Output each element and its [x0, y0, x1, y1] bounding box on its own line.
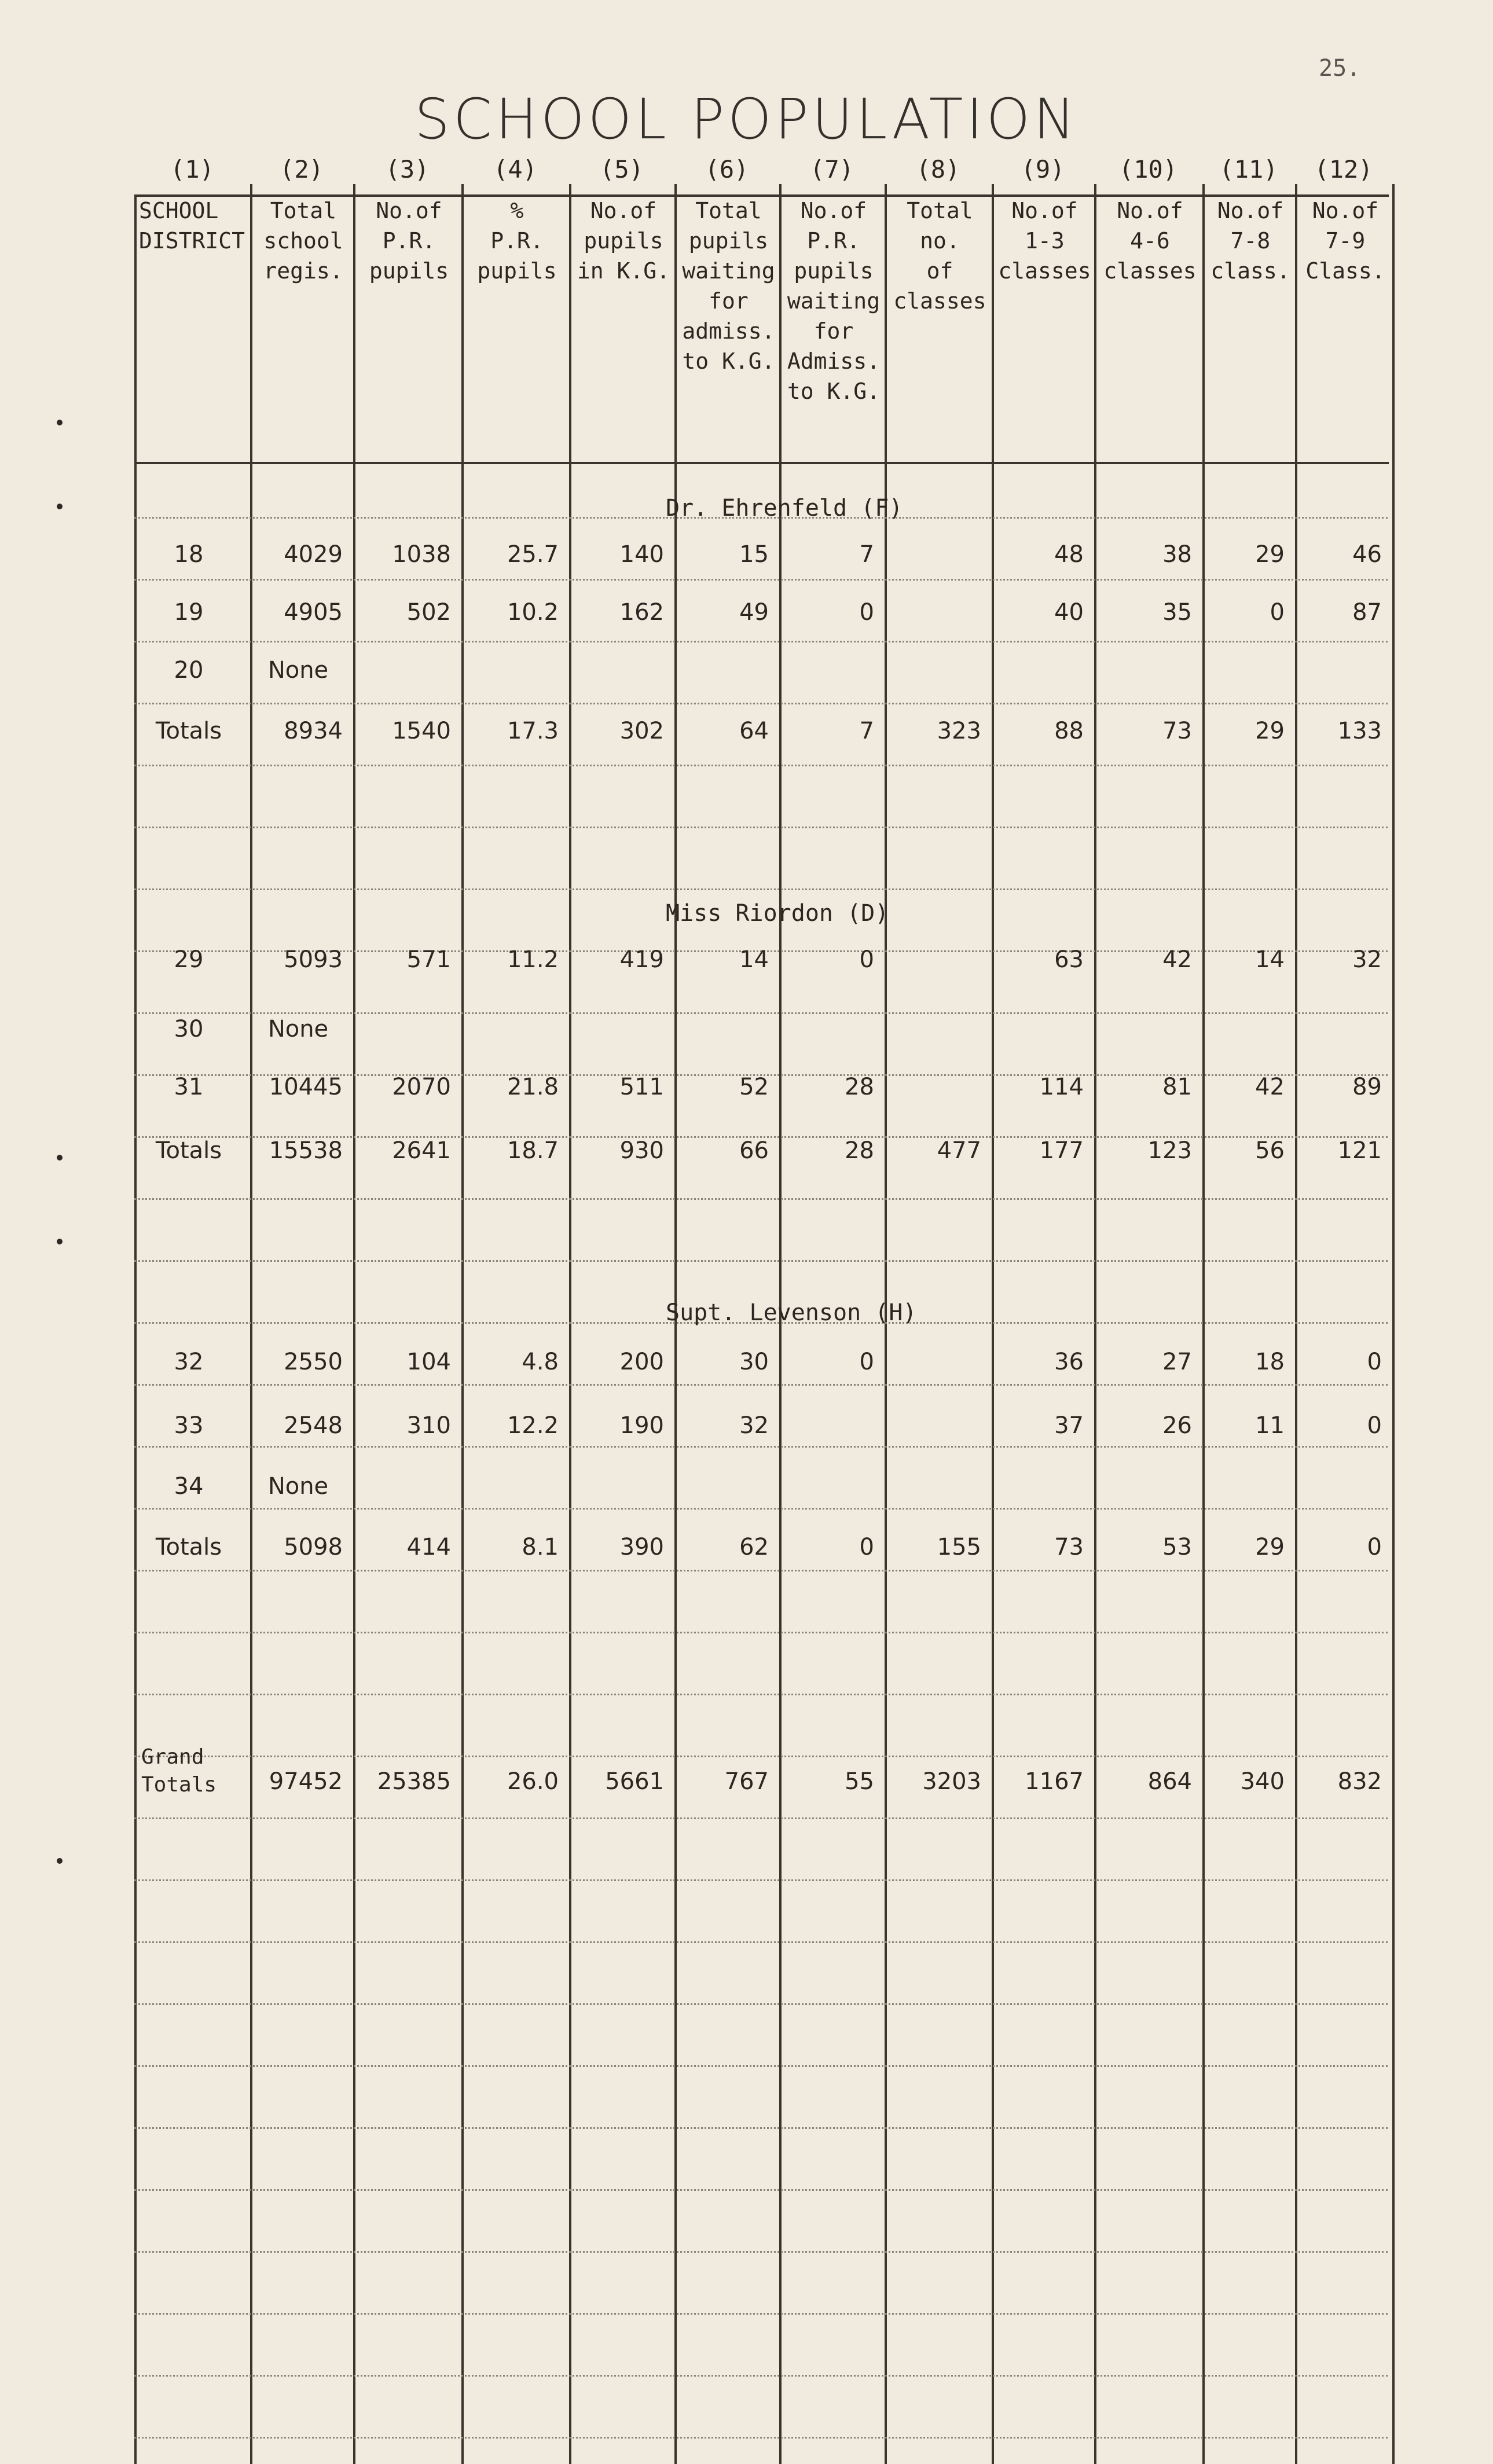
- table-cell: 8.1: [522, 1534, 559, 1560]
- column-header: % P.R. pupils: [477, 198, 557, 284]
- page-title: SCHOOL POPULATION: [414, 87, 1079, 152]
- ruled-line: [134, 2437, 1388, 2439]
- table-cell: 162: [619, 599, 664, 626]
- table-cell: 302: [619, 718, 664, 744]
- table-cell: 38: [1162, 541, 1192, 568]
- table-cell: 0: [859, 1349, 874, 1375]
- ruled-line: [134, 1879, 1388, 1881]
- table-cell: 155: [937, 1534, 981, 1560]
- grand-total-cell: 97452: [269, 1768, 343, 1795]
- punch-hole: [57, 1858, 63, 1864]
- grand-total-cell: 864: [1147, 1768, 1192, 1795]
- column-rule: [461, 184, 464, 2464]
- table-cell: 17.3: [507, 718, 559, 744]
- column-header: No.of 7-9 Class.: [1305, 198, 1385, 284]
- table-cell: 14: [1255, 946, 1285, 973]
- table-cell: 29: [1255, 718, 1285, 744]
- ruled-line: [134, 827, 1388, 828]
- column-header: No.of 4-6 classes: [1103, 198, 1197, 284]
- ruled-line: [134, 1694, 1388, 1695]
- table-cell: 52: [739, 1074, 769, 1100]
- ruled-line: [134, 1756, 1388, 1757]
- section-heading: Supt. Levenson (H): [666, 1299, 917, 1326]
- table-cell: 177: [1039, 1137, 1084, 1164]
- table-cell: 40: [1054, 599, 1084, 626]
- table-cell: 5098: [284, 1534, 343, 1560]
- ruled-line: [134, 1508, 1388, 1510]
- ruled-line: [134, 888, 1388, 890]
- ruled-line: [134, 2251, 1388, 2253]
- table-cell: 73: [1162, 718, 1192, 744]
- ruled-line: [134, 1260, 1388, 1262]
- table-cell: 0: [859, 599, 874, 626]
- ruled-line: [134, 1012, 1388, 1014]
- table-cell: 310: [406, 1412, 451, 1439]
- column-rule: [1392, 184, 1395, 2464]
- table-cell: 5093: [284, 946, 343, 973]
- section-heading: Dr. Ehrenfeld (F): [666, 495, 903, 522]
- table-cell: 121: [1337, 1137, 1382, 1164]
- table-cell: 0: [1367, 1534, 1382, 1560]
- table-cell: 10445: [269, 1074, 343, 1100]
- ruled-line: [134, 641, 1388, 642]
- table-cell: 32: [174, 1349, 204, 1375]
- grand-totals-label: Totals: [141, 1773, 217, 1797]
- table-cell: 15538: [269, 1137, 343, 1164]
- ruled-line: [134, 703, 1388, 704]
- punch-hole: [57, 1239, 63, 1244]
- table-cell: 88: [1054, 718, 1084, 744]
- column-header: SCHOOL DISTRICT: [139, 198, 245, 254]
- table-cell: 18: [174, 541, 204, 568]
- table-cell: 31: [174, 1074, 204, 1100]
- column-number: (10): [1118, 155, 1178, 183]
- table-cell: 21.8: [507, 1074, 559, 1100]
- punch-hole: [57, 504, 63, 509]
- table-cell: 12.2: [507, 1412, 559, 1439]
- ruled-line: [134, 1384, 1388, 1386]
- column-number: (12): [1314, 155, 1373, 183]
- ruled-line: [134, 2313, 1388, 2315]
- table-cell: Totals: [155, 718, 222, 744]
- column-rule: [1202, 184, 1205, 2464]
- table-cell: 0: [1270, 599, 1285, 626]
- column-rule: [250, 184, 252, 2464]
- ruled-line: [134, 579, 1388, 581]
- table-cell: 2550: [284, 1349, 343, 1375]
- table-cell: 0: [1367, 1349, 1382, 1375]
- table-cell: 477: [937, 1137, 981, 1164]
- table-cell: 0: [859, 1534, 874, 1560]
- table-cell: 1038: [392, 541, 451, 568]
- table-cell: 25.7: [507, 541, 559, 568]
- page-number: 25.: [1319, 55, 1361, 82]
- table-cell: 87: [1352, 599, 1382, 626]
- column-number: (7): [810, 155, 854, 183]
- table-cell: 1540: [392, 718, 451, 744]
- table-cell: 89: [1352, 1074, 1382, 1100]
- table-cell: 390: [619, 1534, 664, 1560]
- table-cell: 34: [174, 1473, 204, 1500]
- table-cell: 15: [739, 541, 769, 568]
- section-heading: Miss Riordon (D): [666, 900, 889, 927]
- grand-total-cell: 767: [724, 1768, 769, 1795]
- grand-total-cell: 5661: [605, 1768, 664, 1795]
- table-cell: 42: [1162, 946, 1192, 973]
- table-cell: 14: [739, 946, 769, 973]
- grand-totals-label: Grand: [141, 1745, 204, 1769]
- table-cell: None: [267, 1473, 329, 1500]
- table-cell: 81: [1162, 1074, 1192, 1100]
- table-cell: 64: [739, 718, 769, 744]
- table-cell: 29: [174, 946, 204, 973]
- table-cell: 18: [1255, 1349, 1285, 1375]
- column-number: (5): [600, 155, 644, 183]
- column-header: No.of P.R. pupils: [369, 198, 449, 284]
- table-cell: 323: [937, 718, 981, 744]
- grand-total-cell: 55: [845, 1768, 874, 1795]
- table-cell: 4.8: [522, 1349, 559, 1375]
- column-header: No.of P.R. pupils waiting for Admiss. to K.G.: [787, 198, 881, 404]
- table-cell: 200: [619, 1349, 664, 1375]
- table-cell: 28: [845, 1074, 874, 1100]
- ruled-line: [134, 1817, 1388, 1819]
- table-cell: 53: [1162, 1534, 1192, 1560]
- column-rule: [1295, 184, 1297, 2464]
- ruled-line: [134, 2127, 1388, 2129]
- ruled-line: [134, 2375, 1388, 2377]
- table-cell: 62: [739, 1534, 769, 1560]
- grand-total-cell: 832: [1337, 1768, 1382, 1795]
- grand-total-cell: 340: [1240, 1768, 1285, 1795]
- table-cell: 502: [406, 599, 451, 626]
- grand-total-cell: 25385: [377, 1768, 451, 1795]
- table-cell: 29: [1255, 1534, 1285, 1560]
- table-cell: 66: [739, 1137, 769, 1164]
- header-bottom-rule: [134, 462, 1389, 464]
- table-cell: 48: [1054, 541, 1084, 568]
- table-cell: 32: [739, 1412, 769, 1439]
- table-cell: Totals: [155, 1137, 222, 1164]
- table-cell: 29: [1255, 541, 1285, 568]
- table-cell: 2070: [392, 1074, 451, 1100]
- table-cell: 511: [619, 1074, 664, 1100]
- table-cell: 36: [1054, 1349, 1084, 1375]
- table-cell: 4905: [284, 599, 343, 626]
- column-rule: [992, 184, 994, 2464]
- table-cell: 0: [1367, 1412, 1382, 1439]
- grand-total-cell: 1167: [1025, 1768, 1084, 1795]
- table-cell: 28: [845, 1137, 874, 1164]
- table-cell: None: [267, 657, 329, 684]
- table-cell: 73: [1054, 1534, 1084, 1560]
- column-number: (2): [280, 155, 324, 183]
- ruled-line: [134, 1632, 1388, 1633]
- table-cell: Totals: [155, 1534, 222, 1560]
- table-cell: 63: [1054, 946, 1084, 973]
- table-cell: 419: [619, 946, 664, 973]
- table-cell: 190: [619, 1412, 664, 1439]
- punch-hole: [57, 420, 63, 425]
- column-rule: [134, 197, 137, 2464]
- grand-total-cell: 26.0: [507, 1768, 559, 1795]
- table-cell: 33: [174, 1412, 204, 1439]
- column-header: Total school regis.: [263, 198, 343, 284]
- table-cell: 20: [174, 657, 204, 684]
- table-cell: 49: [739, 599, 769, 626]
- ruled-line: [134, 1570, 1388, 1571]
- ruled-line: [134, 1941, 1388, 1943]
- column-number: (4): [493, 155, 537, 183]
- table-cell: 10.2: [507, 599, 559, 626]
- table-cell: 30: [174, 1016, 204, 1042]
- table-cell: 11: [1255, 1412, 1285, 1439]
- table-cell: 7: [859, 541, 874, 568]
- column-number: (8): [916, 155, 960, 183]
- ruled-line: [134, 2189, 1388, 2191]
- column-rule: [569, 184, 571, 2464]
- column-header: No.of 1-3 classes: [998, 198, 1091, 284]
- table-cell: 104: [406, 1349, 451, 1375]
- grand-total-cell: 3203: [922, 1768, 981, 1795]
- column-number: (3): [385, 155, 430, 183]
- table-cell: None: [267, 1016, 329, 1042]
- table-cell: 42: [1255, 1074, 1285, 1100]
- table-cell: 27: [1162, 1349, 1192, 1375]
- ruled-line: [134, 1446, 1388, 1448]
- table-cell: 46: [1352, 541, 1382, 568]
- ruled-line: [134, 2065, 1388, 2067]
- table-cell: 140: [619, 541, 664, 568]
- table-cell: 930: [619, 1137, 664, 1164]
- table-cell: 4029: [284, 541, 343, 568]
- table-cell: 123: [1147, 1137, 1192, 1164]
- table-cell: 18.7: [507, 1137, 559, 1164]
- column-header: No.of pupils in K.G.: [577, 198, 670, 284]
- column-rule: [353, 184, 355, 2464]
- table-cell: 2641: [392, 1137, 451, 1164]
- column-number: (9): [1021, 155, 1065, 183]
- table-cell: 7: [859, 718, 874, 744]
- table-cell: 8934: [284, 718, 343, 744]
- column-header: No.of 7-8 class.: [1210, 198, 1290, 284]
- column-header: Total pupils waiting for admiss. to K.G.: [682, 198, 775, 374]
- ruled-line: [134, 1198, 1388, 1200]
- table-cell: 35: [1162, 599, 1192, 626]
- table-cell: 37: [1054, 1412, 1084, 1439]
- column-header: Total no. of classes: [893, 198, 986, 314]
- table-cell: 571: [406, 946, 451, 973]
- table-cell: 133: [1337, 718, 1382, 744]
- table-cell: 26: [1162, 1412, 1192, 1439]
- column-rule: [1094, 184, 1096, 2464]
- table-cell: 56: [1255, 1137, 1285, 1164]
- table-cell: 2548: [284, 1412, 343, 1439]
- column-number: (11): [1219, 155, 1278, 183]
- table-cell: 30: [739, 1349, 769, 1375]
- column-number: (1): [170, 155, 214, 183]
- table-cell: 19: [174, 599, 204, 626]
- column-number: (6): [705, 155, 749, 183]
- table-cell: 11.2: [507, 946, 559, 973]
- ruled-line: [134, 765, 1388, 766]
- ruled-line: [134, 2003, 1388, 2005]
- punch-hole: [57, 1155, 63, 1161]
- table-cell: 114: [1039, 1074, 1084, 1100]
- table-cell: 32: [1352, 946, 1382, 973]
- table-cell: 414: [406, 1534, 451, 1560]
- table-cell: 0: [859, 946, 874, 973]
